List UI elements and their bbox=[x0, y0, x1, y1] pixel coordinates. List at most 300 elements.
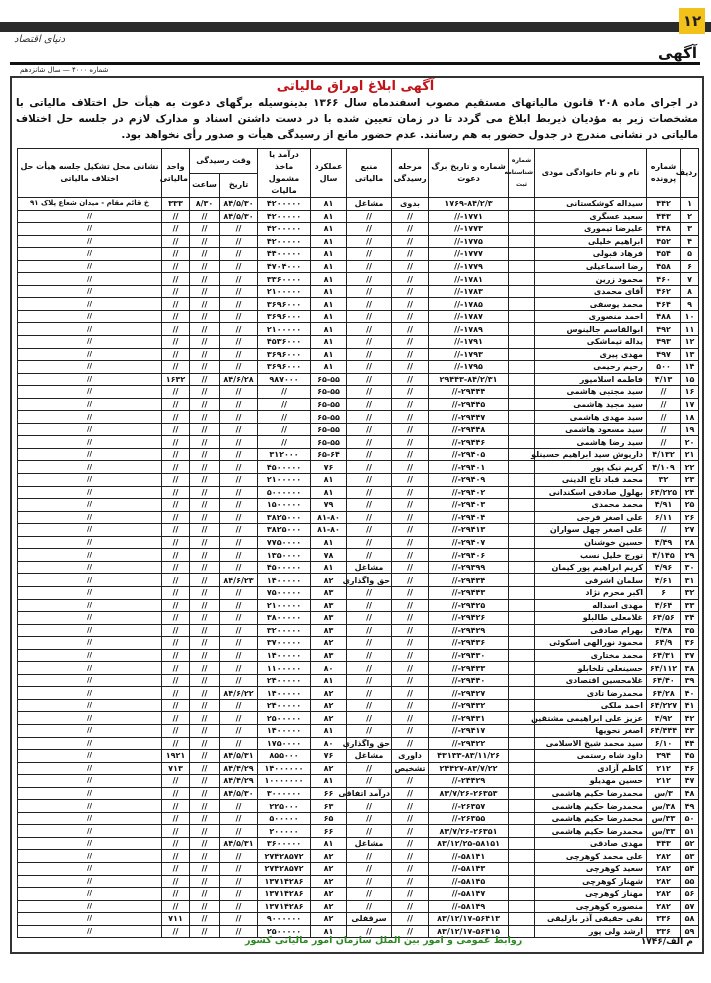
table-cell bbox=[509, 775, 535, 788]
table-cell: // bbox=[347, 423, 392, 436]
table-cell: // bbox=[220, 624, 258, 637]
table-cell: // bbox=[190, 235, 220, 248]
table-cell: // bbox=[347, 624, 392, 637]
table-cell: ۲۹۴۰۶-// bbox=[429, 549, 509, 562]
table-cell: ۴۲۰۰۰۰۰ bbox=[258, 223, 311, 236]
table-cell: // bbox=[220, 724, 258, 737]
table-cell: ۲۹۴۲۶-// bbox=[429, 612, 509, 625]
table-cell: // bbox=[647, 423, 681, 436]
table-row bbox=[18, 637, 699, 650]
table-cell: // bbox=[190, 687, 220, 700]
table-cell: محمدرضا حکیم هاشمی bbox=[535, 800, 647, 813]
table-cell: مشاغل bbox=[347, 750, 392, 763]
table-cell: ۵ bbox=[681, 248, 699, 261]
table-cell: ۴/۴۹ bbox=[647, 536, 681, 549]
table-cell: // bbox=[392, 398, 429, 411]
table-cell: // bbox=[190, 474, 220, 487]
table-cell: // bbox=[347, 511, 392, 524]
table-row bbox=[18, 361, 699, 374]
table-cell: ۷۵۰۰۰۰۰ bbox=[258, 586, 311, 599]
table-cell: علی اصغر فرجی bbox=[535, 511, 647, 524]
table-cell: // bbox=[347, 323, 392, 336]
table-cell: ۳ bbox=[681, 223, 699, 236]
table-cell: // bbox=[190, 260, 220, 273]
table-cell: ۲۹۴۰۷-// bbox=[429, 536, 509, 549]
table-cell: ۷۱۱ bbox=[162, 913, 190, 926]
table-cell bbox=[509, 762, 535, 775]
table-cell: سید رضا هاشمی bbox=[535, 436, 647, 449]
table-cell: ۵۸۱۴۱-// bbox=[429, 850, 509, 863]
table-cell bbox=[509, 310, 535, 323]
table-cell: // bbox=[220, 323, 258, 336]
table-cell: محمد مختاری bbox=[535, 649, 647, 662]
table-cell: // bbox=[18, 298, 162, 311]
table-cell: // bbox=[392, 561, 429, 574]
table-cell: رضا اسماعیلی bbox=[535, 260, 647, 273]
table-cell: ۳۳/س bbox=[647, 812, 681, 825]
table-cell: محمود زرین bbox=[535, 273, 647, 286]
table-cell: // bbox=[392, 411, 429, 424]
table-cell: // bbox=[190, 398, 220, 411]
table-cell: آقای محمدی bbox=[535, 285, 647, 298]
table-cell: // bbox=[220, 800, 258, 813]
table-cell: سید مجید هاشمی bbox=[535, 398, 647, 411]
table-cell: // bbox=[18, 310, 162, 323]
table-cell: ۲۹۴۰۱-// bbox=[429, 461, 509, 474]
table-cell: // bbox=[392, 536, 429, 549]
table-cell: // bbox=[220, 699, 258, 712]
table-cell: // bbox=[392, 812, 429, 825]
table-cell: // bbox=[347, 260, 392, 273]
table-cell: ۲۹۴۲۲-// bbox=[429, 737, 509, 750]
table-cell: // bbox=[392, 599, 429, 612]
table-row bbox=[18, 524, 699, 537]
table-cell bbox=[509, 361, 535, 374]
table-cell: // bbox=[220, 875, 258, 888]
table-cell: // bbox=[220, 260, 258, 273]
table-cell: حق واگذاری bbox=[342, 575, 391, 585]
table-cell: ۳۸۰۰۰۰۰ bbox=[258, 612, 311, 625]
table-cell: ۶۴/۱۱۲ bbox=[647, 662, 681, 675]
table-cell: // bbox=[190, 499, 220, 512]
table-cell: // bbox=[347, 436, 392, 449]
table-cell: // bbox=[392, 900, 429, 913]
table-cell: // bbox=[392, 612, 429, 625]
table-cell: ۴۶۲ bbox=[647, 285, 681, 298]
table-row bbox=[18, 762, 699, 775]
table-cell: // bbox=[220, 248, 258, 261]
table-cell bbox=[509, 235, 535, 248]
table-cell: // bbox=[347, 612, 392, 625]
table-row bbox=[18, 699, 699, 712]
table-row bbox=[18, 724, 699, 737]
table-cell: ۲۹۴۲۷-// bbox=[429, 687, 509, 700]
table-cell: // bbox=[347, 524, 392, 537]
table-cell: // bbox=[18, 612, 162, 625]
table-cell: // bbox=[162, 561, 190, 574]
table-cell: ۸۱ bbox=[311, 198, 347, 211]
table-cell: ۶۵-۵۵ bbox=[311, 373, 347, 386]
table-cell: سعید عسگری bbox=[535, 210, 647, 223]
table-cell: ۲۹۴۴۰-// bbox=[429, 674, 509, 687]
table-cell bbox=[509, 888, 535, 901]
table-cell bbox=[509, 198, 535, 211]
table-cell: ۳۰ bbox=[681, 561, 699, 574]
table-cell: // bbox=[18, 599, 162, 612]
table-cell: ۳۳۶ bbox=[647, 913, 681, 926]
table-cell: // bbox=[220, 649, 258, 662]
table-cell: // bbox=[162, 687, 190, 700]
table-cell: ۲۱ bbox=[681, 448, 699, 461]
table-cell: // bbox=[190, 888, 220, 901]
table-cell: // bbox=[190, 549, 220, 562]
table-cell: ۲۶۳۵۵-// bbox=[429, 812, 509, 825]
table-cell: // bbox=[18, 499, 162, 512]
table-cell: ۳۶۹۶۰۰۰ bbox=[258, 298, 311, 311]
table-cell: // bbox=[392, 486, 429, 499]
table-cell: ۲۱۰۰۰۰۰ bbox=[258, 599, 311, 612]
table-cell: ۴۲۰۰۰۰۰ bbox=[258, 198, 311, 211]
table-cell bbox=[509, 210, 535, 223]
table-cell: ۸۳ bbox=[311, 586, 347, 599]
table-cell: سید مسعود هاشمی bbox=[535, 423, 647, 436]
table-cell: // bbox=[220, 223, 258, 236]
table-cell: ۲۹۴۴۷-// bbox=[429, 411, 509, 424]
table-cell: ۳۰۰۰۰۰۰ bbox=[258, 787, 311, 800]
table-cell: // bbox=[18, 448, 162, 461]
table-cell: // bbox=[18, 888, 162, 901]
table-cell: ۴۵۳۶۰۰۰ bbox=[258, 336, 311, 349]
table-cell: داوری bbox=[392, 750, 429, 763]
table-cell: ۶/۱۰ bbox=[647, 737, 681, 750]
table-cell: // bbox=[190, 787, 220, 800]
table-row bbox=[18, 574, 699, 587]
table-cell bbox=[509, 499, 535, 512]
table-cell: // bbox=[18, 486, 162, 499]
table-cell bbox=[509, 750, 535, 763]
table-cell: // bbox=[18, 812, 162, 825]
table-cell: // bbox=[347, 298, 392, 311]
table-cell: // bbox=[18, 223, 162, 236]
table-cell: // bbox=[18, 862, 162, 875]
table-cell bbox=[509, 524, 535, 537]
table-cell: ۸۱ bbox=[311, 837, 347, 850]
table-cell: // bbox=[18, 900, 162, 913]
table-cell: ۶۴/۲۸ bbox=[647, 687, 681, 700]
table-row bbox=[18, 448, 699, 461]
table-cell: ۸۱ bbox=[311, 561, 347, 574]
table-cell: // bbox=[190, 411, 220, 424]
table-row bbox=[18, 336, 699, 349]
table-row bbox=[18, 586, 699, 599]
table-cell: // bbox=[162, 248, 190, 261]
issue-meta: شماره ۴۰۰۰ — سال شانزدهم bbox=[20, 66, 109, 74]
table-cell: ۳۸۲۵۰۰۰ bbox=[258, 511, 311, 524]
table-cell: تشخیص bbox=[392, 762, 429, 775]
table-cell: ۸۳/۱۲/۱۷-۵۶۴۱۳ bbox=[429, 913, 509, 926]
table-cell: // bbox=[392, 637, 429, 650]
table-cell: منصوره کوهرچی bbox=[535, 900, 647, 913]
table-cell: // bbox=[190, 925, 220, 938]
table-cell: ابراهیم خلیلی bbox=[535, 235, 647, 248]
table-cell: اصغر نحویها bbox=[535, 724, 647, 737]
table-cell: ۶۴/۴۴۴ bbox=[647, 724, 681, 737]
table-cell: ۳۴ bbox=[681, 612, 699, 625]
table-cell: ۴۴۳ bbox=[647, 837, 681, 850]
table-cell: // bbox=[220, 586, 258, 599]
table-cell: ۸۲ bbox=[311, 637, 347, 650]
table-cell: // bbox=[18, 260, 162, 273]
table-cell: // bbox=[18, 536, 162, 549]
table-cell: نقی حقیقی آذر بازلیقی bbox=[535, 913, 647, 926]
section-title: آگهی bbox=[658, 44, 697, 62]
table-cell: // bbox=[190, 913, 220, 926]
table-cell: ۲۴۰۰۰۰۰ bbox=[258, 699, 311, 712]
table-cell: ۴۱ bbox=[681, 699, 699, 712]
table-cell: ۱۷۹۳-// bbox=[429, 348, 509, 361]
table-cell: // bbox=[392, 687, 429, 700]
table-cell bbox=[509, 737, 535, 750]
table-cell: // bbox=[647, 386, 681, 399]
table-cell: مهدی پیری bbox=[535, 348, 647, 361]
table-cell: // bbox=[18, 687, 162, 700]
table-cell: // bbox=[220, 862, 258, 875]
table-cell: ۲۵۰۰۰۰۰ bbox=[258, 925, 311, 938]
table-cell: محمود نورالهی اسکوئی bbox=[535, 637, 647, 650]
table-cell: ۸۴/۶/۲۲ bbox=[220, 687, 258, 700]
table-cell: ۸۱ bbox=[311, 486, 347, 499]
table-cell: // bbox=[347, 499, 392, 512]
table-row bbox=[18, 850, 699, 863]
table-cell: // bbox=[18, 511, 162, 524]
table-cell: ۳۹ bbox=[681, 674, 699, 687]
table-cell: // bbox=[347, 310, 392, 323]
table-cell: ۴۰ bbox=[681, 687, 699, 700]
table-cell: ۴۴۳ bbox=[647, 210, 681, 223]
newspaper-logo: دنیای اقتصاد bbox=[14, 34, 66, 45]
table-row bbox=[18, 649, 699, 662]
table-cell: // bbox=[190, 637, 220, 650]
table-row bbox=[18, 511, 699, 524]
table-row bbox=[18, 235, 699, 248]
table-cell bbox=[509, 699, 535, 712]
table-cell: // bbox=[18, 361, 162, 374]
table-cell: // bbox=[347, 549, 392, 562]
table-cell: ۳۸۲۵۰۰۰ bbox=[258, 524, 311, 537]
table-cell: ۱۷۶۹-۸۴/۲/۳ bbox=[429, 198, 509, 211]
table-cell: // bbox=[162, 862, 190, 875]
table-cell: ۱۷۷۷-// bbox=[429, 248, 509, 261]
table-cell: ۵۸ bbox=[681, 913, 699, 926]
table-cell: // bbox=[190, 524, 220, 537]
table-cell: // bbox=[392, 373, 429, 386]
table-cell: ۸۲ bbox=[311, 712, 347, 725]
table-cell: // bbox=[162, 612, 190, 625]
table-cell: ۷۹ bbox=[311, 499, 347, 512]
table-cell: // bbox=[220, 812, 258, 825]
table-cell: ۶۵-۵۵ bbox=[311, 436, 347, 449]
table-cell: ۳۲۰۰۰۰۰ bbox=[258, 624, 311, 637]
table-cell bbox=[509, 850, 535, 863]
table-cell: ۸۳ bbox=[311, 649, 347, 662]
table-cell bbox=[509, 386, 535, 399]
table-cell: // bbox=[190, 825, 220, 838]
table-cell: ۸۲ bbox=[311, 850, 347, 863]
table-cell: یداله تیماشکی bbox=[535, 336, 647, 349]
table-row bbox=[18, 411, 699, 424]
table-cell: ۴۲ bbox=[681, 712, 699, 725]
table-cell: ۸۴/۴/۲۹ bbox=[220, 762, 258, 775]
table-cell: // bbox=[392, 386, 429, 399]
table-cell: // bbox=[392, 524, 429, 537]
table-cell: // bbox=[220, 674, 258, 687]
table-cell: // bbox=[220, 436, 258, 449]
table-cell: ۷۶ bbox=[311, 461, 347, 474]
table-row bbox=[18, 862, 699, 875]
table-cell: // bbox=[220, 386, 258, 399]
table-cell: ۵۰۰۰۰۰۰ bbox=[258, 486, 311, 499]
table-cell: // bbox=[190, 348, 220, 361]
table-cell: ۲۹۴۳۶-// bbox=[429, 637, 509, 650]
table-cell bbox=[509, 687, 535, 700]
table-cell: // bbox=[220, 900, 258, 913]
table-cell: ۸۴/۶/۲۳ bbox=[220, 574, 258, 587]
table-cell: // bbox=[392, 235, 429, 248]
table-cell: ۸۱ bbox=[311, 775, 347, 788]
table-cell: // bbox=[190, 436, 220, 449]
table-cell: // bbox=[162, 298, 190, 311]
table-cell: // bbox=[162, 223, 190, 236]
table-cell: // bbox=[190, 624, 220, 637]
table-cell: // bbox=[162, 699, 190, 712]
table-cell: // bbox=[18, 574, 162, 587]
table-cell: غلامحسین اقتصادی bbox=[535, 674, 647, 687]
table-cell: // bbox=[190, 486, 220, 499]
table-cell: ۲۹۴۰۳-// bbox=[429, 499, 509, 512]
table-cell: // bbox=[162, 260, 190, 273]
table-cell: // bbox=[220, 599, 258, 612]
table-cell: // bbox=[162, 423, 190, 436]
table-cell: ۸۱ bbox=[311, 323, 347, 336]
table-cell: // bbox=[162, 724, 190, 737]
table-cell: // bbox=[162, 499, 190, 512]
table-cell: // bbox=[392, 499, 429, 512]
table-cell: ۶۴/۴۰ bbox=[647, 674, 681, 687]
table-cell: // bbox=[18, 411, 162, 424]
table-cell: شهناز کوهرچی bbox=[535, 875, 647, 888]
table-cell: ۳۶۰۰۰۰۰ bbox=[258, 837, 311, 850]
table-cell: ۱۷۸۷-// bbox=[429, 310, 509, 323]
table-cell: // bbox=[18, 649, 162, 662]
table-cell: ۱۶ bbox=[681, 386, 699, 399]
table-cell bbox=[509, 248, 535, 261]
table-cell: ۸۱-۸۰ bbox=[311, 524, 347, 537]
table-cell: ۸/۳۰ bbox=[190, 198, 220, 211]
table-cell: ۴۷ bbox=[681, 775, 699, 788]
table-cell: ۴/۶۱ bbox=[647, 574, 681, 587]
table-cell: علی محمد کوهرچی bbox=[535, 850, 647, 863]
table-cell: ۵۹ bbox=[681, 925, 699, 938]
table-row bbox=[18, 210, 699, 223]
table-cell: ۸۱ bbox=[311, 925, 347, 938]
table-cell: ۱۳۷۱۴۲۸۶ bbox=[258, 888, 311, 901]
table-cell: ۲۱۰۰۰۰۰ bbox=[258, 474, 311, 487]
table-cell: ۶۴/۹ bbox=[647, 637, 681, 650]
table-cell: سید مجتبی هاشمی bbox=[535, 386, 647, 399]
table-cell: // bbox=[347, 223, 392, 236]
table-cell: // bbox=[220, 511, 258, 524]
table-cell: // bbox=[220, 336, 258, 349]
table-cell: // bbox=[347, 888, 392, 901]
table-row bbox=[18, 398, 699, 411]
table-cell: // bbox=[162, 336, 190, 349]
table-cell: ۲۴۴۲۷-۸۳/۷/۲۲ bbox=[429, 762, 509, 775]
table-cell: // bbox=[190, 461, 220, 474]
table-cell: // bbox=[190, 574, 220, 587]
table-cell: ۱۴۰۰۰۰۰۰ bbox=[258, 762, 311, 775]
table-cell: رحیم رحیمی bbox=[535, 361, 647, 374]
table-cell: ۲۴۴۲۹-// bbox=[429, 775, 509, 788]
table-cell: ۶۴/۲۲۷ bbox=[647, 699, 681, 712]
table-cell: // bbox=[190, 298, 220, 311]
table-cell: ۳۳۳ bbox=[162, 198, 190, 211]
table-cell: // bbox=[392, 310, 429, 323]
table-cell: ۱۷۸۹-// bbox=[429, 323, 509, 336]
table-cell bbox=[509, 837, 535, 850]
table-cell: ۶۴/۳۱ bbox=[647, 649, 681, 662]
table-cell: // bbox=[392, 624, 429, 637]
table-cell: // bbox=[162, 411, 190, 424]
table-cell: // bbox=[190, 511, 220, 524]
table-cell: خ قائم مقام - میدان شعاع پلاک ۹۱ bbox=[18, 198, 162, 211]
table-cell: // bbox=[392, 336, 429, 349]
table-cell: // bbox=[392, 875, 429, 888]
table-cell: فاطمه اسلامپور bbox=[535, 373, 647, 386]
table-row bbox=[18, 373, 699, 386]
table-cell: ۸۲ bbox=[311, 762, 347, 775]
table-cell: // bbox=[18, 925, 162, 938]
table-cell: ۴۳ bbox=[681, 724, 699, 737]
table-cell: ۴۹۲ bbox=[647, 323, 681, 336]
table-cell: // bbox=[190, 361, 220, 374]
table-cell: ۴/۱۰۹ bbox=[647, 461, 681, 474]
table-cell: // bbox=[220, 888, 258, 901]
table-cell bbox=[509, 586, 535, 599]
table-cell: // bbox=[162, 574, 190, 587]
table-cell: ۱۱۰۰۰۰۰ bbox=[258, 662, 311, 675]
table-cell: // bbox=[190, 850, 220, 863]
table-cell: ۳۶۹۶۰۰۰ bbox=[258, 348, 311, 361]
table-cell: // bbox=[258, 423, 311, 436]
table-cell bbox=[509, 398, 535, 411]
table-cell: // bbox=[347, 361, 392, 374]
col-time-group: وقت رسیدگی bbox=[190, 149, 258, 174]
table-cell: // bbox=[162, 398, 190, 411]
table-cell: // bbox=[18, 210, 162, 223]
table-cell: سعید کوهرچی bbox=[535, 862, 647, 875]
table-cell: ۲۹۴۱۳-// bbox=[429, 524, 509, 537]
table-cell: // bbox=[162, 348, 190, 361]
table-cell: ۷۱۳ bbox=[162, 762, 190, 775]
table-cell: // bbox=[347, 586, 392, 599]
table-cell: // bbox=[190, 285, 220, 298]
table-cell: ۸۰ bbox=[311, 737, 347, 750]
table-cell: ۶۵-۶۴ bbox=[311, 448, 347, 461]
table-cell: // bbox=[392, 448, 429, 461]
table-cell: ۳۶۹۶۰۰۰ bbox=[258, 310, 311, 323]
table-cell: // bbox=[220, 561, 258, 574]
table-cell: // bbox=[18, 373, 162, 386]
